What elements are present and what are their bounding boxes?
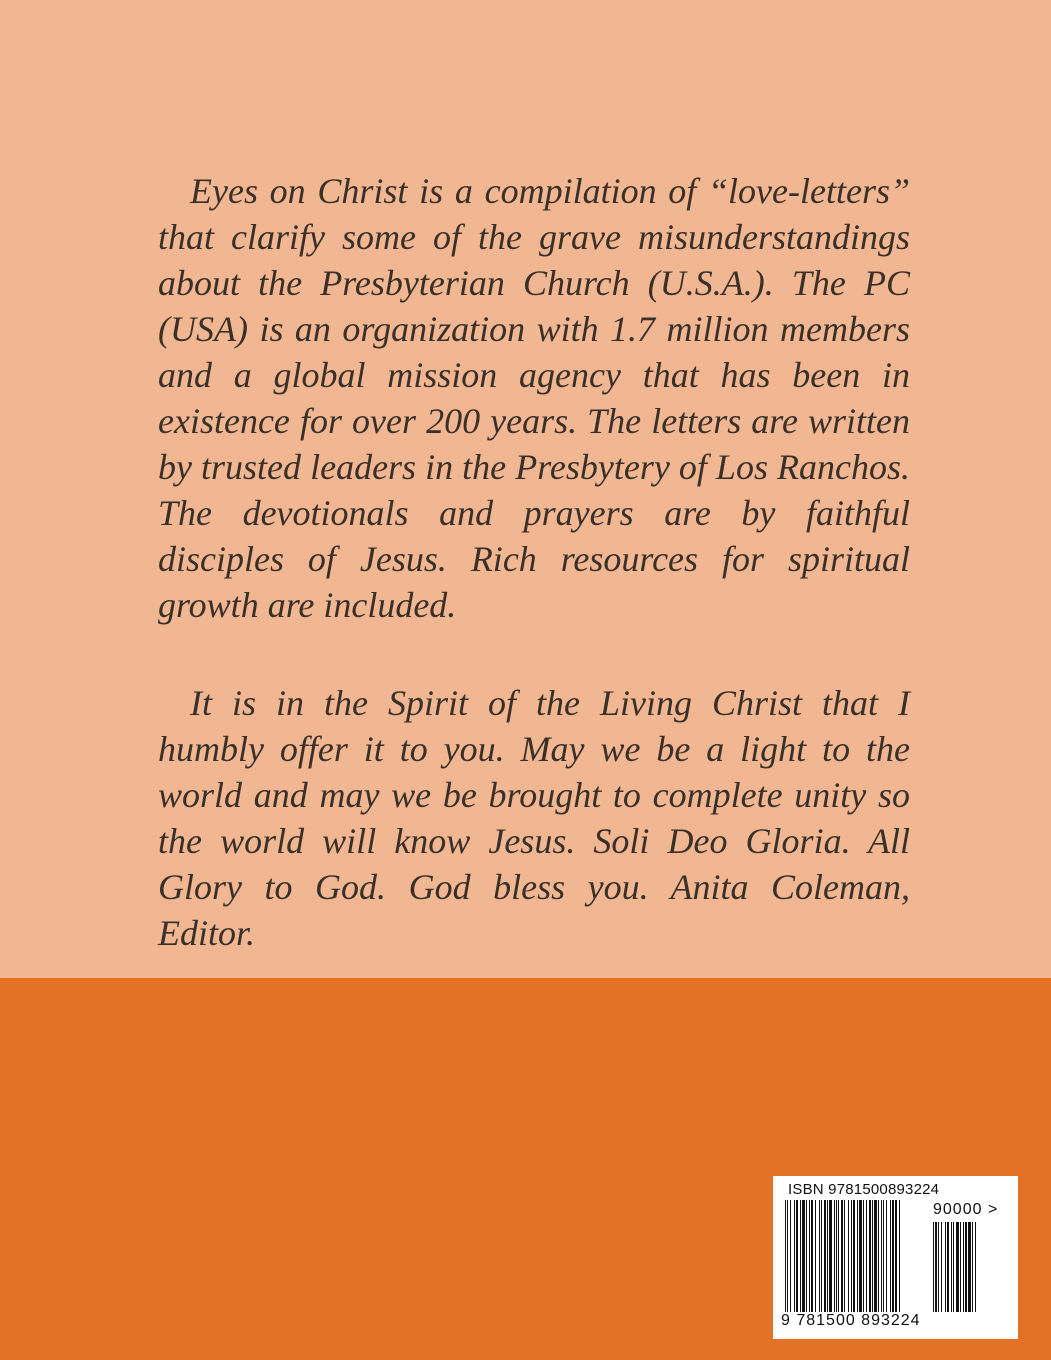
barcode-bar (975, 1222, 976, 1312)
barcode-bar (899, 1200, 900, 1312)
barcode-bar (968, 1222, 971, 1312)
barcode-bar (892, 1200, 894, 1312)
barcode-bar (853, 1200, 855, 1312)
barcode-bar (874, 1200, 877, 1312)
barcode-bar (848, 1200, 849, 1312)
barcode-bar (965, 1222, 967, 1312)
barcode-bar (890, 1200, 891, 1312)
barcode-bar (802, 1200, 805, 1312)
barcode-bar (838, 1200, 839, 1312)
barcode-bar (819, 1200, 820, 1312)
barcode-bar (785, 1200, 786, 1312)
barcode-bar (857, 1200, 858, 1312)
barcode-bar (790, 1200, 791, 1312)
barcode-bar (836, 1200, 837, 1312)
barcode-bar (872, 1200, 873, 1312)
editor-note-block (158, 680, 910, 956)
barcode-bar (844, 1200, 845, 1312)
barcode-bar (933, 1222, 934, 1312)
barcode-bar (941, 1222, 942, 1312)
barcode-bar (821, 1200, 822, 1312)
editor-note-paragraph: It is in the Spirit of the Living Christ that I humbly offer it to you. May we be a light to the world and may we be brought to complete unity so the world will know Jesus. Soli Deo Gloria. All Glory to God. God bless you. Anita Coleman, Editor. (158, 683, 910, 953)
barcode-bar (841, 1200, 843, 1312)
barcode-bar (886, 1200, 887, 1312)
isbn-label: ISBN 9781500893224 (788, 1181, 940, 1198)
barcode-bar (945, 1222, 946, 1312)
barcode-bar (947, 1222, 949, 1312)
barcode-bar (796, 1200, 798, 1312)
barcode-bar (794, 1200, 795, 1312)
barcode-bar (834, 1200, 835, 1312)
barcode-bar (806, 1200, 807, 1312)
price-code: 90000 > (933, 1201, 999, 1218)
barcode-bar (859, 1200, 862, 1312)
description-paragraph: Eyes on Christ is a compilation of “love-letters” that clarify some of the grave misunderstandings about the Presbyterian Church (U.S.A.). The PC (USA) is an organization with 1.7 million members and a global mission agency that has been in existence for over 200 years. The letters are written by trusted leaders in the Presbytery of Los Ranchos. The devotionals and prayers are by faithful disciples of Jesus. Rich resources for spiritual growth are included. (158, 171, 910, 625)
barcode-bar (895, 1200, 897, 1312)
barcode-bar (960, 1222, 961, 1312)
barcode-bar (881, 1200, 882, 1312)
barcode-bar (824, 1200, 826, 1312)
barcode-bar (953, 1222, 954, 1312)
barcode-bar (956, 1222, 959, 1312)
barcode-bar (866, 1200, 867, 1312)
barcode-bar (883, 1200, 884, 1312)
barcode-bar (829, 1200, 832, 1312)
barcode-bar (878, 1200, 879, 1312)
description-block (158, 168, 910, 628)
barcode-digits: 9 781500 893224 (781, 1312, 921, 1329)
barcode-bar (935, 1222, 937, 1312)
barcode-bar (863, 1200, 864, 1312)
barcode-bar (938, 1222, 939, 1312)
barcode-bar (951, 1222, 952, 1312)
barcode-bar (851, 1200, 852, 1312)
barcode-bar (963, 1222, 964, 1312)
barcode-bar (809, 1200, 810, 1312)
barcode-bar (827, 1200, 828, 1312)
barcode-bar (800, 1200, 801, 1312)
barcode-bar (972, 1222, 973, 1312)
barcode-bar (811, 1200, 813, 1312)
addon-barcode-graphic (933, 1222, 1011, 1312)
barcode-graphic (785, 1200, 925, 1312)
isbn-barcode-box (773, 1176, 1018, 1339)
barcode-bar (815, 1200, 816, 1312)
barcode-bar (869, 1200, 871, 1312)
barcode-bar (787, 1200, 788, 1312)
